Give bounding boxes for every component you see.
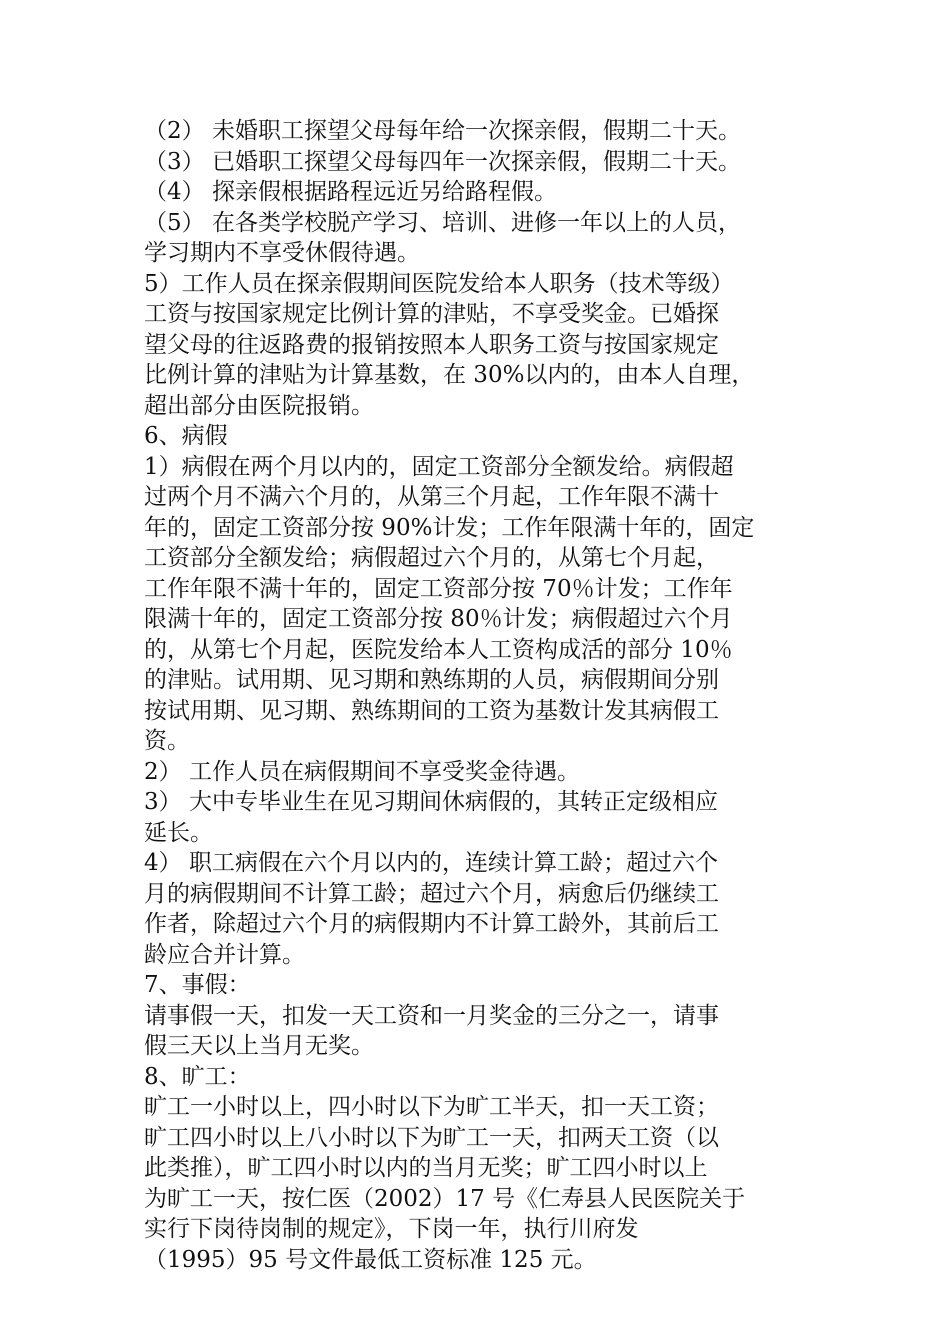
text-line: 年的，固定工资部分按 90%计发；工作年限满十年的，固定 — [144, 514, 755, 541]
text-line: 望父母的往返路费的报销按照本人职务工资与按国家规定 — [144, 331, 719, 358]
text-line: 过两个月不满六个月的，从第三个月起，工作年限不满十 — [144, 484, 719, 510]
text-line: 资。 — [144, 728, 190, 754]
text-line: 比例计算的津贴为计算基数，在 30%以内的，由本人自理， — [144, 362, 755, 388]
text-line: 假三天以上当月无奖。 — [144, 1033, 374, 1059]
text-line: 月的病假期间不计算工龄；超过六个月，病愈后仍继续工 — [144, 880, 719, 907]
document-body — [144, 116, 810, 1275]
text-line: 工作年限不满十年的，固定工资部分按 70％计发；工作年 — [144, 575, 733, 602]
text-line: 的津贴。试用期、见习期和熟练期的人员，病假期间分别 — [144, 667, 719, 693]
text-line: 工资部分全额发给；病假超过六个月的，从第七个月起， — [144, 545, 719, 571]
text-line: （3） 已婚职工探望父母每四年一次探亲假，假期二十天。 — [144, 148, 741, 175]
text-line: 的，从第七个月起，医院发给本人工资构成活的部分 10％ — [144, 636, 733, 663]
text-line: （4） 探亲假根据路程远近另给路程假。 — [144, 179, 557, 205]
text-line: 此类推），旷工四小时以内的当月无奖；旷工四小时以上 — [144, 1155, 708, 1181]
text-line: 请事假一天，扣发一天工资和一月奖金的三分之一，请事 — [144, 1002, 719, 1029]
text-line: （2） 未婚职工探望父母每年给一次探亲假，假期二十天。 — [144, 118, 741, 144]
text-line: 延长。 — [144, 819, 213, 846]
text-line: 4） 职工病假在六个月以内的，连续计算工龄；超过六个 — [144, 850, 718, 876]
text-line: 旷工四小时以上八小时以下为旷工一天，扣两天工资（以 — [144, 1124, 719, 1151]
text-line: 按试用期、见习期、熟练期间的工资为基数计发其病假工 — [144, 697, 719, 724]
text-line: 1）病假在两个月以内的，固定工资部分全额发给。病假超 — [144, 453, 734, 480]
text-line: 学习期内不享受休假待遇。 — [144, 240, 420, 266]
text-line: 龄应合并计算。 — [144, 941, 305, 968]
text-line: （5） 在各类学校脱产学习、培训、进修一年以上的人员， — [144, 209, 741, 236]
text-line: 3） 大中专毕业生在见习期间休病假的，其转正定级相应 — [144, 789, 718, 815]
section-heading: 7、事假： — [144, 972, 251, 998]
section-heading: 6、病假 — [144, 423, 228, 449]
text-line: 为旷工一天，按仁医（2002）17 号《仁寿县人民医院关于 — [144, 1185, 746, 1212]
section-heading: 8、旷工： — [144, 1063, 251, 1090]
text-line: 超出部分由医院报销。 — [144, 392, 374, 419]
text-line: 工资与按国家规定比例计算的津贴，不享受奖金。已婚探 — [144, 301, 719, 327]
text-line: 作者，除超过六个月的病假期内不计算工龄外，其前后工 — [144, 911, 719, 937]
text-line: 实行下岗待岗制的规定》，下岗一年，执行川府发 — [144, 1216, 639, 1242]
text-line: （1995）95 号文件最低工资标准 125 元。 — [144, 1246, 597, 1273]
text-line: 限满十年的，固定工资部分按 80％计发；病假超过六个月 — [144, 606, 733, 632]
text-line: 5）工作人员在探亲假期间医院发给本人职务（技术等级） — [144, 270, 734, 297]
text-line: 2） 工作人员在病假期间不享受奖金待遇。 — [144, 758, 580, 785]
text-line: 旷工一小时以上，四小时以下为旷工半天，扣一天工资； — [144, 1094, 719, 1120]
